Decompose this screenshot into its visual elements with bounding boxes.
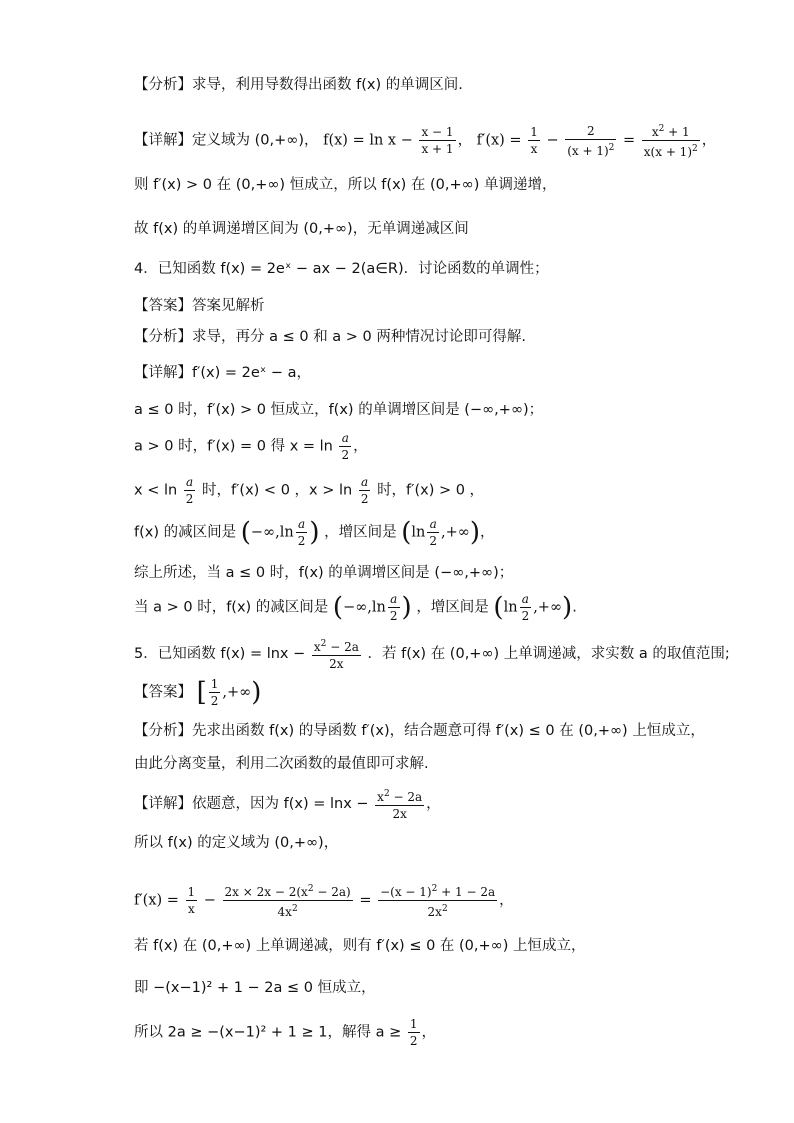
fraction: $\frac{a}{2}$ [185, 475, 194, 506]
fraction: $\frac{1}{x}$ [187, 885, 196, 916]
analysis-5: 【分析】先求出函数 f(x) 的导函数 f′(x)，结合题意可得 f′(x) ≤ 0 在 (0,+∞) 上恒成立， [134, 723, 705, 739]
answer-5: 【答案】 [ $\frac{1}{2}$ ,+∞) [134, 677, 262, 708]
question-5: 5．已知函数 f(x) = lnx − $\frac{x^2 - 2a}{2x}$ ．若 f(x) 在 (0,+∞) 上单调递减，求实数 a 的取值范围; [134, 636, 730, 672]
detail-4-sign: x < ln $\frac{a}{2}$ 时，f′(x) < 0 ，x > ln $\frac{a}{2}$ 时，f′(x) > 0 ， [134, 475, 485, 506]
summary-4: 综上所述，当 a ≤ 0 时，f(x) 的单调增区间是 (−∞,+∞)； [134, 565, 514, 581]
fraction: $\frac{a}{2}$ [429, 517, 437, 548]
fraction: $\frac{-(x - 1)^2 + 1 - 2a}{2x^2}$ [378, 881, 497, 920]
fraction: $\frac{1}{x}$ [530, 125, 538, 156]
detail-4-case2: a > 0 时，f′(x) = 0 得 x = ln $\frac{a}{2}$ ， [134, 431, 368, 462]
detail-3-final: 故 f(x) 的单调递增区间为 (0,+∞)，无单调递减区间 [134, 221, 469, 237]
fraction: $\frac{x^2 + 1}{x(x + 1)^2}$ [642, 121, 700, 160]
fraction: $\frac{x^2 - 2a}{2x}$ [375, 786, 424, 822]
detail-5-condition: 若 f(x) 在 (0,+∞) 上单调递减，则有 f′(x) ≤ 0 在 (0,+∞) 上恒成立， [134, 938, 586, 954]
detail-5: 【详解】依题意，因为 f(x) = lnx − $\frac{x^2 - 2a}{2x}$ ， [134, 786, 441, 822]
answer-4: 【答案】答案见解析 [134, 298, 265, 314]
fraction: $\frac{x^2 - 2a}{2x}$ [312, 636, 361, 672]
detail-3-conclusion: 则 f′(x) > 0 在 (0,+∞) 恒成立，所以 f(x) 在 (0,+∞) 单调递增， [134, 177, 557, 193]
detail-4: 【详解】f′(x) = 2eˣ − a， [134, 365, 311, 381]
detail-5-result: 所以 2a ≥ −(x−1)² + 1 ≥ 1，解得 a ≥ $\frac{1}{2}$ ， [134, 1017, 437, 1048]
detail-4-case1: a ≤ 0 时，f′(x) > 0 恒成立，f(x) 的单调增区间是 (−∞,+∞)； [134, 402, 544, 418]
fraction: $\frac{a}{2}$ [360, 475, 369, 506]
question-4: 4．已知函数 f(x) = 2eˣ − ax − 2(a∈R)．讨论函数的单调性； [134, 261, 549, 277]
fraction: $\frac{a}{2}$ [389, 592, 398, 623]
summary-4-case2: 当 a > 0 时，f(x) 的减区间是 (−∞,ln $\frac{a}{2}$ ) ，增区间是 (ln $\frac{a}{2}$ ,+∞). [134, 592, 577, 623]
analysis-5-cont: 由此分离变量，利用二次函数的最值即可求解. [134, 756, 429, 772]
detail-5-domain: 所以 f(x) 的定义域为 (0,+∞)， [134, 835, 339, 851]
fraction: $\frac{a}{2}$ [521, 592, 530, 623]
detail-4-intervals: f(x) 的减区间是 (−∞,ln $\frac{a}{2}$ ) ，增区间是 (ln $\frac{a}{2}$ ,+∞)， [134, 517, 495, 548]
fraction: $\frac{a}{2}$ [297, 517, 306, 548]
detail-5-derivative: f′(x) = $\frac{1}{x}$ − $\frac{2x \times 2x - 2(x^2 - 2a)}{4x^2}$ = $\frac{-(x - 1)^2 + 1 - 2a}{2x^2}$ ， [134, 881, 514, 920]
analysis-3: 【分析】求导，利用导数得出函数 f(x) 的单调区间. [134, 77, 463, 93]
detail-5-inequality: 即 −(x−1)² + 1 − 2a ≤ 0 恒成立， [134, 980, 376, 996]
fraction: $\frac{a}{2}$ [341, 431, 350, 462]
fraction: $\frac{1}{2}$ [210, 677, 219, 708]
analysis-4: 【分析】求导，再分 a ≤ 0 和 a > 0 两种情况讨论即可得解. [134, 329, 527, 345]
fraction: $\frac{1}{2}$ [409, 1017, 418, 1048]
fraction: $\frac{2x \times 2x - 2(x^2 - 2a)}{4x^2}$ [223, 881, 353, 920]
fraction: $\frac{x - 1}{x + 1}$ [421, 125, 454, 156]
fraction: $\frac{2}{(x + 1)^2}$ [567, 123, 615, 158]
detail-3: 【详解】定义域为 (0,+∞)， f(x) = ln x − $\frac{x - 1}{x + 1}$ ， f′(x) = $\frac{1}{x}$ − $\frac{2}{(x + 1)^2}$ = $\frac{x^2 + 1}{x(x + 1)^2}$ ， [134, 121, 716, 160]
